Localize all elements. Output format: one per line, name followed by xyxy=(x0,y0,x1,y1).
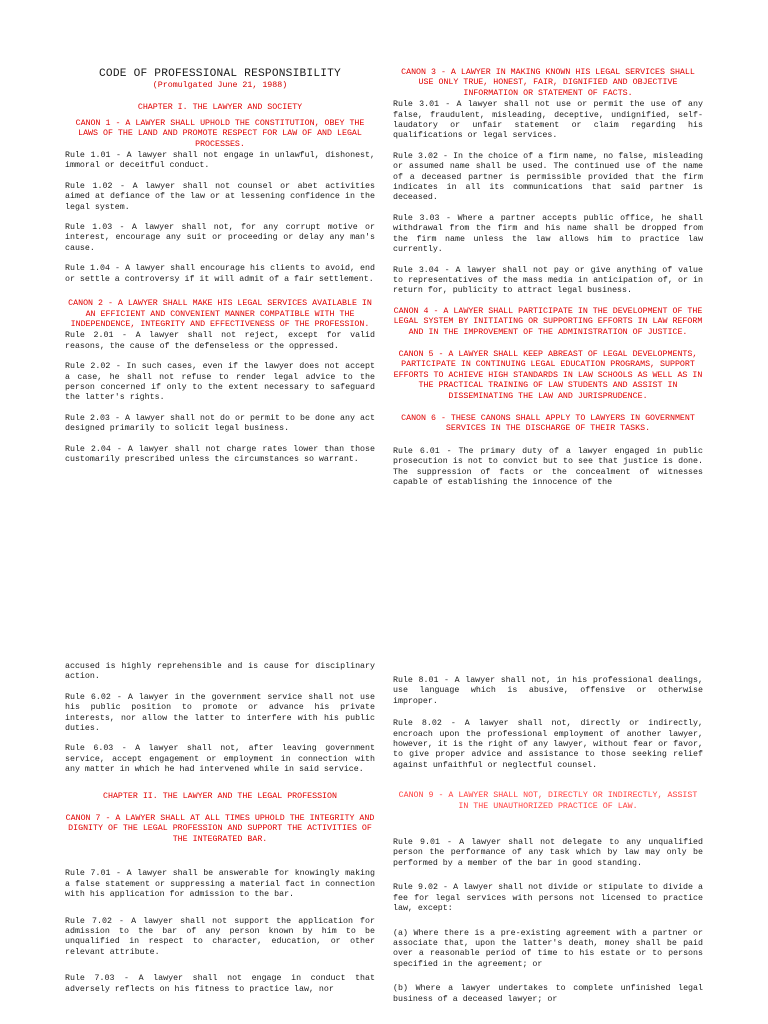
rule-1-03: Rule 1.03 - A lawyer shall not, for any corrupt motive or interest, encourage any suit or proceeding or delay any man's cause. xyxy=(65,223,375,253)
document-subtitle: (Promulgated June 21, 1988) xyxy=(152,81,288,90)
rule-7-01: Rule 7.01 - A lawyer shall be answerable for knowingly making a false statement or suppressing a material fact in connection with his application for admission to the bar. xyxy=(65,869,375,900)
rule-3-04: Rule 3.04 - A lawyer shall not pay or give anything of value to representatives of the mass media in anticipation of, or in return for, publicity to attract legal business. xyxy=(393,265,703,296)
rule-8-01: Rule 8.01 - A lawyer shall not, in his professional dealings, use language which is abusive, offensive or otherwise improper. xyxy=(393,676,703,706)
canon-7-heading: CANON 7 - A LAWYER SHALL AT ALL TIMES UPHOLD THE INTEGRITY AND DIGNITY OF THE LEGAL PROFESSION AND SUPPORT THE ACTIVITIES OF THE INTEGRATED BAR. xyxy=(65,814,375,844)
rule-6-02: Rule 6.02 - A lawyer in the government service shall not use his public position to promote or advance his private interests, nor allow the latter to interfere with his public duties. xyxy=(65,692,375,734)
left-column-top xyxy=(65,68,375,475)
rule-9-02: Rule 9.02 - A lawyer shall not divide or stipulate to divide a fee for legal services with persons not licensed to practice law, except: xyxy=(393,883,703,914)
rule-3-02: Rule 3.02 - In the choice of a firm name, no false, misleading or assumed name shall be used. The continued use of the name of a deceased partner is permissible provided that the firm indicates in all its communications that said partner is deceased. xyxy=(393,151,703,203)
rule-2-03: Rule 2.03 - A lawyer shall not do or permit to be done any act designed primarily to solicit legal business. xyxy=(65,413,375,434)
canon-9-heading: CANON 9 - A LAWYER SHALL NOT, DIRECTLY OR INDIRECTLY, ASSIST IN THE UNAUTHORIZED PRACTICE OF LAW. xyxy=(398,791,698,811)
rule-6-03: Rule 6.03 - A lawyer shall not, after leaving government service, accept engagement or employment in connection with any matter in which he had intervened while in said service. xyxy=(65,744,375,775)
canon-5-heading: CANON 5 - A LAWYER SHALL KEEP ABREAST OF LEGAL DEVELOPMENTS, PARTICIPATE IN CONTINUING LEGAL EDUCATION PROGRAMS, SUPPORT EFFORTS TO ACHIEVE HIGH STANDARDS IN LAW SCHOOLS AS WELL AS IN THE PRACTICAL TRAINING OF LAW STUDENTS AND ASSIST IN DISSEMINATING THE LAW AND JURISPRUDENCE. xyxy=(393,349,703,401)
rule-6-01-continued: accused is highly reprehensible and is cause for disciplinary action. xyxy=(65,662,375,682)
chapter-2-heading: CHAPTER II. THE LAWYER AND THE LEGAL PROFESSION xyxy=(102,791,337,801)
rule-1-01: Rule 1.01 - A lawyer shall not engage in unlawful, dishonest, immoral or deceitful conduct. xyxy=(65,151,375,171)
canon-3-heading: CANON 3 - A LAWYER IN MAKING KNOWN HIS LEGAL SERVICES SHALL USE ONLY TRUE, HONEST, FAIR, DIGNIFIED AND OBJECTIVE INFORMATION OR STATEMENT OF FACTS. xyxy=(401,68,695,98)
chapter-1-heading: CHAPTER I. THE LAWYER AND SOCIETY xyxy=(137,103,303,113)
rule-6-01: Rule 6.01 - The primary duty of a lawyer engaged in public prosecution is not to convict but to see that justice is done. The suppression of facts or the concealment of witnesses capable of establishing the innocence of the xyxy=(393,446,703,487)
rule-8-02: Rule 8.02 - A lawyer shall not, directly or indirectly, encroach upon the professional employment of another lawyer, however, it is the right of any lawyer, without fear or favor, to give proper advice and assistance to those seeking relief against unfaithful or neglectful counsel. xyxy=(393,719,703,770)
canon-2-heading: CANON 2 - A LAWYER SHALL MAKE HIS LEGAL SERVICES AVAILABLE IN AN EFFICIENT AND CONVENIENT MANNER COMPATIBLE WITH THE INDEPENDENCE, INTEGRITY AND EFFECTIVENESS OF THE PROFESSION. xyxy=(68,299,372,329)
rule-9-02-item-a: (a) Where there is a pre-existing agreement with a partner or associate that, upon the latter's death, money shall be paid over a reasonable period of time to his estate or to persons specified in the agreement; or xyxy=(393,928,703,969)
right-column-top xyxy=(393,68,703,498)
rule-3-01: Rule 3.01 - A lawyer shall not use or permit the use of any false, fraudulent, misleading, deceptive, undignified, self-laudatory or unfair statement or claim regarding his qualifications or legal services. xyxy=(393,100,703,141)
rule-9-02-item-b: (b) Where a lawyer undertakes to complete unfinished legal business of a deceased lawyer; or xyxy=(393,984,703,1004)
canon-4-heading: CANON 4 - A LAWYER SHALL PARTICIPATE IN THE DEVELOPMENT OF THE LEGAL SYSTEM BY INITIATING OR SUPPORTING EFFORTS IN LAW REFORM AND IN THE IMPROVEMENT OF THE ADMINISTRATION OF JUSTICE. xyxy=(393,306,703,337)
left-column-bottom xyxy=(65,662,375,1005)
canon-1-heading: CANON 1 - A LAWYER SHALL UPHOLD THE CONSTITUTION, OBEY THE LAWS OF THE LAND AND PROMOTE RESPECT FOR LAW OF AND LEGAL PROCESSES. xyxy=(75,118,365,149)
rule-1-04: Rule 1.04 - A lawyer shall encourage his clients to avoid, end or settle a controversy if it will admit of a fair settlement. xyxy=(65,264,375,284)
rule-2-01: Rule 2.01 - A lawyer shall not reject, except for valid reasons, the cause of the defenseless or the oppressed. xyxy=(65,331,375,351)
right-column-bottom xyxy=(393,676,703,1015)
rule-2-04: Rule 2.04 - A lawyer shall not charge rates lower than those customarily prescribed unless the circumstances so warrant. xyxy=(65,444,375,464)
rule-3-03: Rule 3.03 - Where a partner accepts public office, he shall withdrawal from the firm and his name shall be dropped from the firm name unless the law allows him to practice law currently. xyxy=(393,213,703,255)
rule-7-03: Rule 7.03 - A lawyer shall not engage in conduct that adversely reflects on his fitness to practice law, nor xyxy=(65,974,375,994)
document-title: CODE OF PROFESSIONAL RESPONSIBILITY xyxy=(99,68,341,80)
canon-6-heading: CANON 6 - THESE CANONS SHALL APPLY TO LAWYERS IN GOVERNMENT SERVICES IN THE DISCHARGE OF THEIR TASKS. xyxy=(401,413,695,434)
rule-9-01: Rule 9.01 - A lawyer shall not delegate to any unqualified person the performance of any task which by law may only be performed by a member of the bar in good standing. xyxy=(393,838,703,868)
rule-7-02: Rule 7.02 - A lawyer shall not support the application for admission to the bar of any person known by him to be unqualified in respect to character, education, or other relevant attribute. xyxy=(65,916,375,957)
rule-2-02: Rule 2.02 - In such cases, even if the lawyer does not accept a case, he shall not refuse to render legal advice to the person concerned if only to the extent necessary to safeguard the latter's rights. xyxy=(65,362,375,403)
rule-1-02: Rule 1.02 - A lawyer shall not counsel or abet activities aimed at defiance of the law or at lessening confidence in the legal system. xyxy=(65,181,375,212)
